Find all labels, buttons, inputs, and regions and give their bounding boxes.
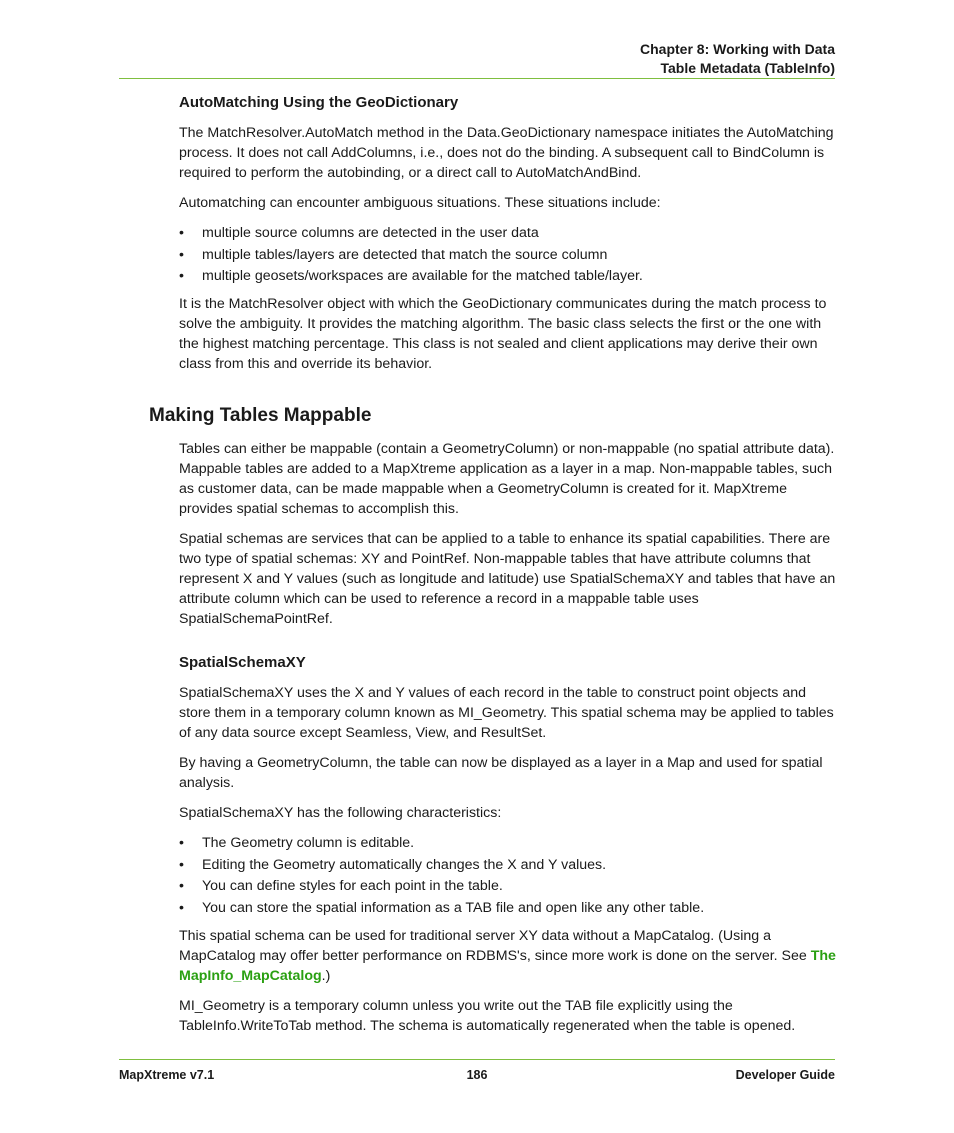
- list-item: [179, 855, 839, 875]
- list-item-text: multiple tables/layers are detected that match the source column: [202, 246, 608, 263]
- paragraph-text: This spatial schema can be used for traditional server XY data without a MapCatalog. (Using a MapCatalog may offer better performance on RDBMS's, since more work is done on the server. See: [179, 927, 811, 964]
- page-number: 186: [466, 1068, 488, 1082]
- paragraph: SpatialSchemaXY has the following characteristics:: [179, 805, 502, 822]
- footer-rule: [119, 1059, 835, 1060]
- paragraph: It is the MatchResolver object with which the GeoDictionary communicates during the match process to solve the ambiguity. It provides the matching algorithm. The basic class selects the first or the one with the highest matching percentage. This class is not sealed and client applications may derive their own class from this and override its behavior.: [179, 296, 827, 373]
- bullet-icon: •: [179, 856, 184, 873]
- footer-guide-title: Developer Guide: [735, 1068, 835, 1082]
- paragraph-text: .): [321, 967, 331, 984]
- bullet-icon: •: [179, 246, 184, 263]
- heading-making-tables-mappable: Making Tables Mappable: [149, 405, 372, 427]
- bullet-list: [179, 833, 839, 918]
- paragraph: Tables can either be mappable (contain a GeometryColumn) or non-mappable (no spatial attribute data). Mappable tables are added to a MapXtreme application as a layer in a map. Non-mappable tables, such as customer data, can be made mappable when a GeometryColumn is created for it. MapXtreme provides spatial schemas to accomplish this.: [179, 441, 835, 518]
- paragraph: The MatchResolver.AutoMatch method in the Data.GeoDictionary namespace initiates the AutoMatching process. It does not call AddColumns, i.e., does not do the binding. A subsequent call to BindColumn is required to perform the autobinding, or a direct call to AutoMatchAndBind.: [179, 125, 834, 181]
- bullet-icon: •: [179, 835, 184, 852]
- bullet-icon: •: [179, 899, 184, 916]
- list-item-text: You can define styles for each point in the table.: [202, 878, 503, 895]
- list-item-text: multiple geosets/workspaces are available for the matched table/layer.: [202, 268, 643, 285]
- bullet-icon: •: [179, 225, 184, 241]
- bullet-icon: •: [179, 268, 184, 285]
- list-item: [179, 245, 839, 265]
- list-item: [179, 898, 839, 918]
- page-body: [149, 93, 839, 1046]
- list-item-text: multiple source columns are detected in the user data: [202, 225, 539, 241]
- list-item: [179, 223, 839, 243]
- paragraph: SpatialSchemaXY uses the X and Y values of each record in the table to construct point objects and store them in a temporary column known as MI_Geometry. This spatial schema may be applied to tables of any data source except Seamless, View, and ResultSet.: [179, 685, 834, 742]
- header-rule: [119, 78, 835, 79]
- paragraph: Spatial schemas are services that can be applied to a table to enhance its spatial capabilities. There are two type of spatial schemas: XY and PointRef. Non-mappable tables that have attribute columns that represent X and Y values (such as longitude and latitude) use SpatialSchemaXY and tables that have an attribute column which can be used to reference a record in a mappable table uses SpatialSchemaPointRef.: [179, 531, 836, 628]
- paragraph: By having a GeometryColumn, the table can now be displayed as a layer in a Map and used for spatial analysis.: [179, 755, 823, 792]
- running-header: [640, 40, 835, 78]
- mapcatalog-link[interactable]: The MapInfo_MapCatalog: [179, 947, 836, 984]
- heading-spatialschemaxy: SpatialSchemaXY: [179, 654, 306, 672]
- paragraph: [179, 926, 839, 986]
- footer-product: MapXtreme v7.1: [119, 1068, 215, 1082]
- list-item: [179, 266, 839, 286]
- paragraph: Automatching can encounter ambiguous situations. These situations include:: [179, 195, 661, 211]
- chapter-title: Chapter 8: Working with Data: [640, 41, 835, 57]
- paragraph: MI_Geometry is a temporary column unless you write out the TAB file explicitly using the TableInfo.WriteToTab method. The schema is automatically regenerated when the table is opened.: [179, 997, 796, 1034]
- list-item-text: Editing the Geometry automatically changes the X and Y values.: [202, 856, 607, 873]
- list-item-text: You can store the spatial information as a TAB file and open like any other table.: [202, 899, 705, 916]
- bullet-icon: •: [179, 878, 184, 895]
- list-item: [179, 876, 839, 896]
- list-item-text: The Geometry column is editable.: [202, 835, 415, 852]
- list-item: [179, 833, 839, 853]
- heading-automatching: AutoMatching Using the GeoDictionary: [179, 94, 459, 111]
- bullet-list: [179, 223, 839, 286]
- section-title: Table Metadata (TableInfo): [660, 60, 835, 76]
